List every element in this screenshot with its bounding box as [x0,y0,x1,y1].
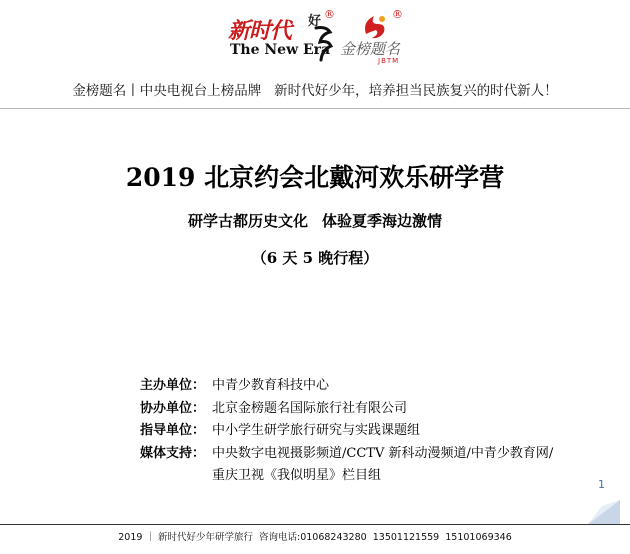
trip-duration: （6 天 5 晚行程） [251,249,379,267]
jbtm-flame-logo-icon [360,12,392,40]
info-label: 指导单位： [140,423,206,438]
info-value: 北京金榜题名国际旅行社有限公司 [212,400,408,416]
newera-registered-mark: ® [324,8,335,21]
info-label: 媒体支持： [140,445,206,461]
info-row-co-host [140,398,553,421]
info-row-guidance [140,420,553,443]
info-value: 中小学生研学旅行研究与实践课题组 [212,423,421,438]
info-row-media [140,443,553,466]
subtitle-part-2: 体验夏季海边激情 [322,212,443,230]
jbtm-registered-mark: ® [392,8,403,21]
document-subtitle [0,210,630,231]
newera-logo-en: The New Era [230,42,331,58]
info-value: 中央数字电视摄影频道/CCTV 新科动漫频道/中青少教育网/ [212,445,554,461]
newera-brush-logo-icon [312,24,334,62]
info-row-host [140,375,553,398]
document-title: 2019 北京约会北戴河欢乐研学营 [125,163,505,192]
jbtm-logo-en: JBTM [378,57,400,65]
newera-logo-cn: 新时代 [228,18,292,44]
info-media-continuation: 重庆卫视《我似明星》栏目组 [212,468,382,483]
page-number: 1 [598,478,605,491]
info-label: 协办单位： [140,400,206,416]
logo-bar [0,8,630,70]
organizer-info [140,375,553,488]
subtitle-part-1: 研学古都历史文化 [187,212,308,230]
header-slogan: 金榜题名丨中央电视台上榜品牌 新时代好少年，培养担当民族复兴的时代新人！ [72,83,558,99]
jbtm-logo-cn: 金榜题名 [340,40,401,58]
info-label: 主办单位： [140,378,206,393]
header-divider [0,108,630,109]
footer-contact: 2019 ｜ 新时代好少年研学旅行 咨询电话:01068243280 13501121559 15101069346 [118,532,512,543]
jbtm-logo [338,8,418,68]
page-corner-icon [582,496,626,526]
newera-logo [224,10,342,66]
footer-divider [0,524,630,525]
newera-logo-hao: 好 [308,14,322,29]
info-value: 中青少教育科技中心 [212,378,330,393]
